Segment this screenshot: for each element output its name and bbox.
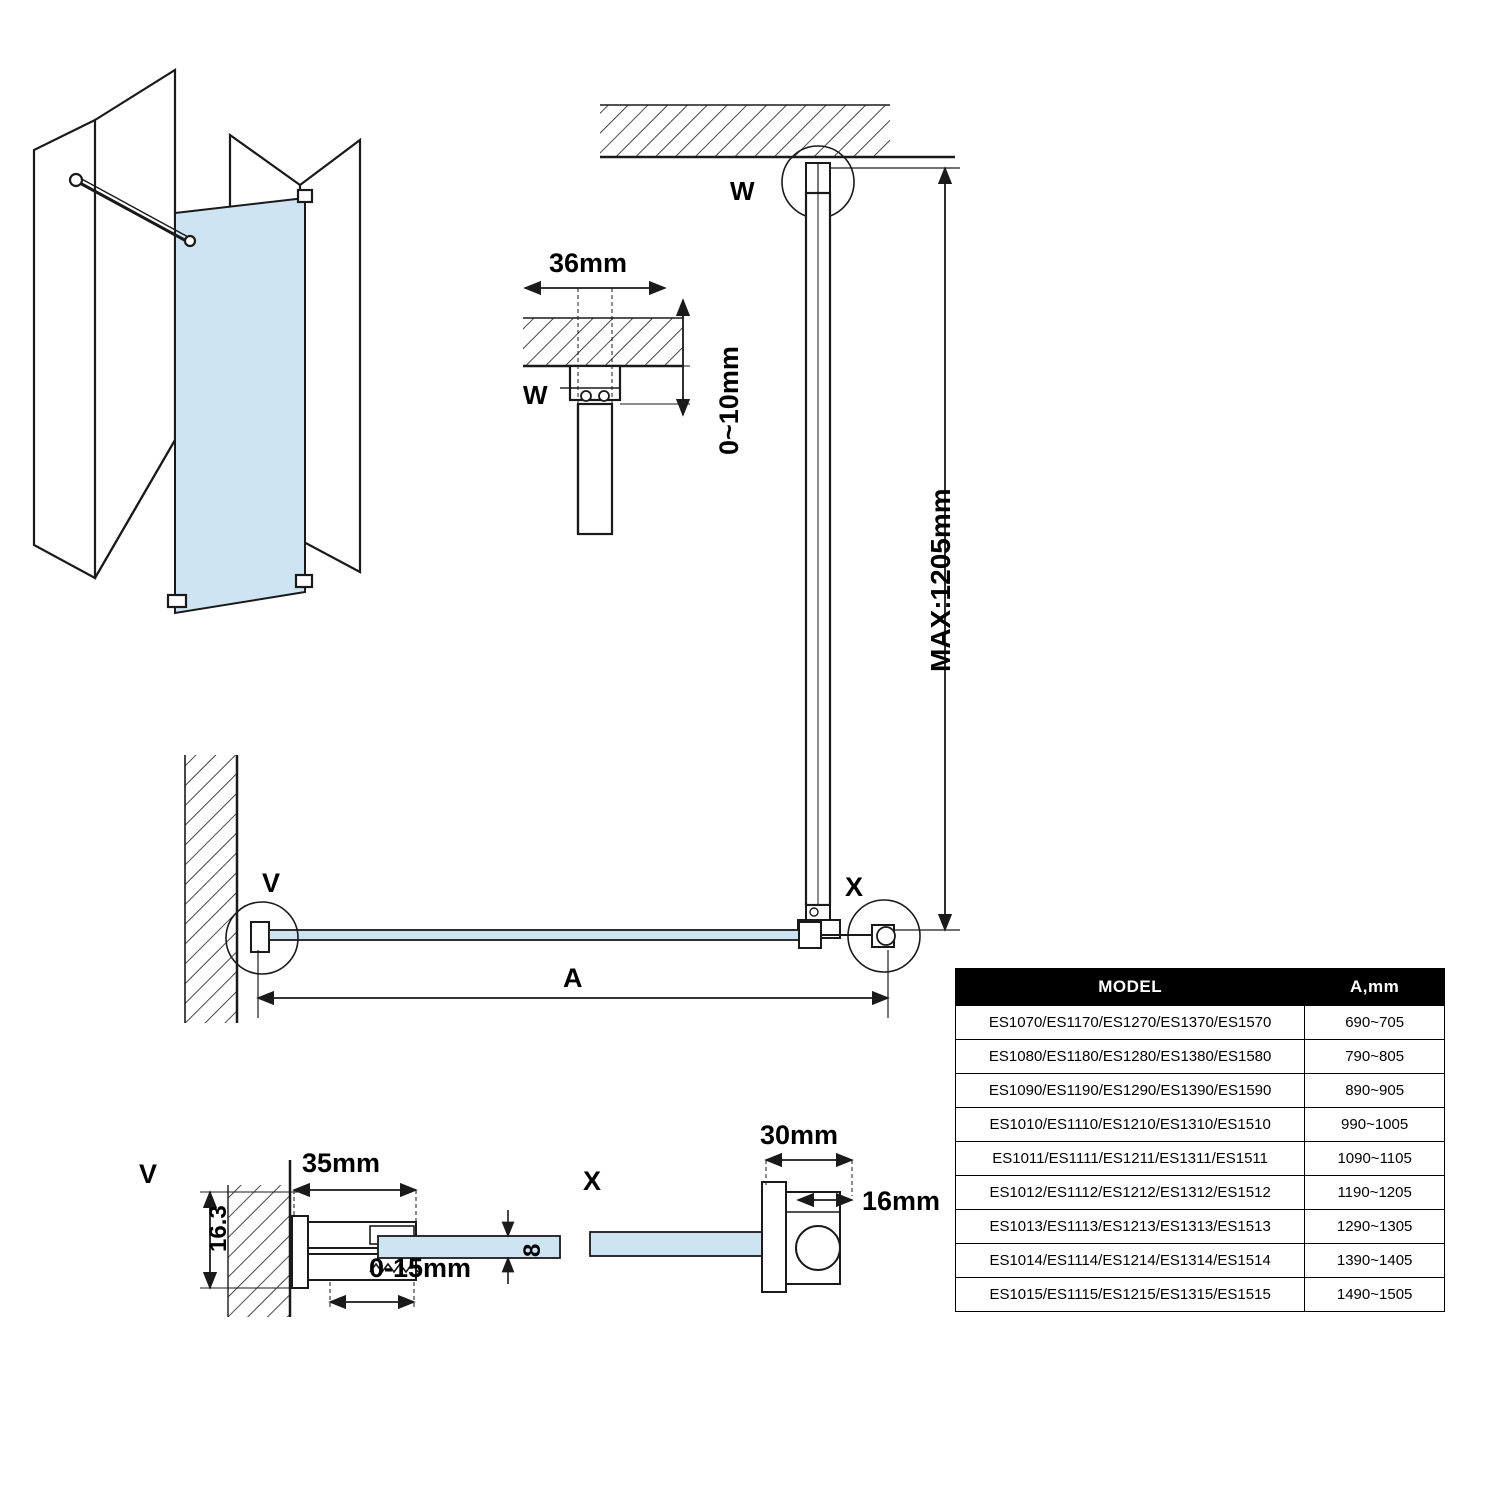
callout-label-w-detail: W bbox=[523, 380, 548, 410]
dim-bracket-inner: 16mm bbox=[862, 1186, 941, 1216]
cell-a: 690~705 bbox=[1305, 1006, 1445, 1040]
table-row bbox=[956, 1074, 1445, 1108]
cell-model: ES1010/ES1110/ES1210/ES1310/ES1510 bbox=[956, 1108, 1305, 1142]
callout-label-v-section: V bbox=[139, 1159, 158, 1189]
dim-profile-depth: 16.3 bbox=[205, 1205, 232, 1252]
dim-plan-width-a: A bbox=[563, 963, 583, 993]
table-row bbox=[956, 1006, 1445, 1040]
cell-a: 1090~1105 bbox=[1305, 1142, 1445, 1176]
cell-model: ES1012/ES1112/ES1212/ES1312/ES1512 bbox=[956, 1176, 1305, 1210]
callout-label-w-top: W bbox=[730, 176, 755, 206]
table-header-model: MODEL bbox=[956, 969, 1305, 1006]
model-spec-table bbox=[955, 968, 1445, 1312]
callout-label-x-section: X bbox=[583, 1166, 602, 1196]
cell-model: ES1013/ES1113/ES1213/ES1313/ES1513 bbox=[956, 1210, 1305, 1244]
cell-model: ES1014/ES1114/ES1214/ES1314/ES1514 bbox=[956, 1244, 1305, 1278]
dim-bar-gap: 0~10mm bbox=[714, 346, 744, 455]
dim-bar-offset: 36mm bbox=[549, 248, 628, 278]
cell-model: ES1011/ES1111/ES1211/ES1311/ES1511 bbox=[956, 1142, 1305, 1176]
detail-x-bar-clamp bbox=[590, 1160, 852, 1292]
table-body bbox=[956, 1006, 1445, 1312]
cell-a: 890~905 bbox=[1305, 1074, 1445, 1108]
dim-bracket-width: 30mm bbox=[760, 1120, 839, 1150]
cell-model: ES1015/ES1115/ES1215/ES1315/ES1515 bbox=[956, 1278, 1305, 1312]
cell-model: ES1070/ES1170/ES1270/ES1370/ES1570 bbox=[956, 1006, 1305, 1040]
cell-a: 790~805 bbox=[1305, 1040, 1445, 1074]
dim-wall-adjust: 0-15mm bbox=[369, 1253, 472, 1283]
table-row bbox=[956, 1278, 1445, 1312]
cell-a: 1490~1505 bbox=[1305, 1278, 1445, 1312]
elevation-view bbox=[600, 105, 960, 938]
cell-a: 1190~1205 bbox=[1305, 1176, 1445, 1210]
table-row bbox=[956, 1176, 1445, 1210]
cell-a: 1390~1405 bbox=[1305, 1244, 1445, 1278]
detail-v-wall-profile bbox=[200, 1160, 560, 1317]
cell-a: 1290~1305 bbox=[1305, 1210, 1445, 1244]
table-row bbox=[956, 1108, 1445, 1142]
callout-label-x-plan: X bbox=[845, 872, 864, 902]
cell-a: 990~1005 bbox=[1305, 1108, 1445, 1142]
callout-label-v-plan: V bbox=[262, 868, 281, 898]
detail-w-bar-mount bbox=[523, 288, 690, 534]
cell-model: ES1080/ES1180/ES1280/ES1380/ES1580 bbox=[956, 1040, 1305, 1074]
table-row bbox=[956, 1210, 1445, 1244]
table-header-a: A,mm bbox=[1305, 969, 1445, 1006]
isometric-view bbox=[34, 70, 360, 613]
table-header-row bbox=[956, 969, 1445, 1006]
table-row bbox=[956, 1244, 1445, 1278]
cell-model: ES1090/ES1190/ES1290/ES1390/ES1590 bbox=[956, 1074, 1305, 1108]
table-row bbox=[956, 1040, 1445, 1074]
table-row bbox=[956, 1142, 1445, 1176]
dim-glass-thickness: 8 bbox=[519, 1243, 546, 1257]
dim-max-height: MAX:1205mm bbox=[925, 488, 956, 672]
dim-profile-width: 35mm bbox=[302, 1148, 381, 1178]
